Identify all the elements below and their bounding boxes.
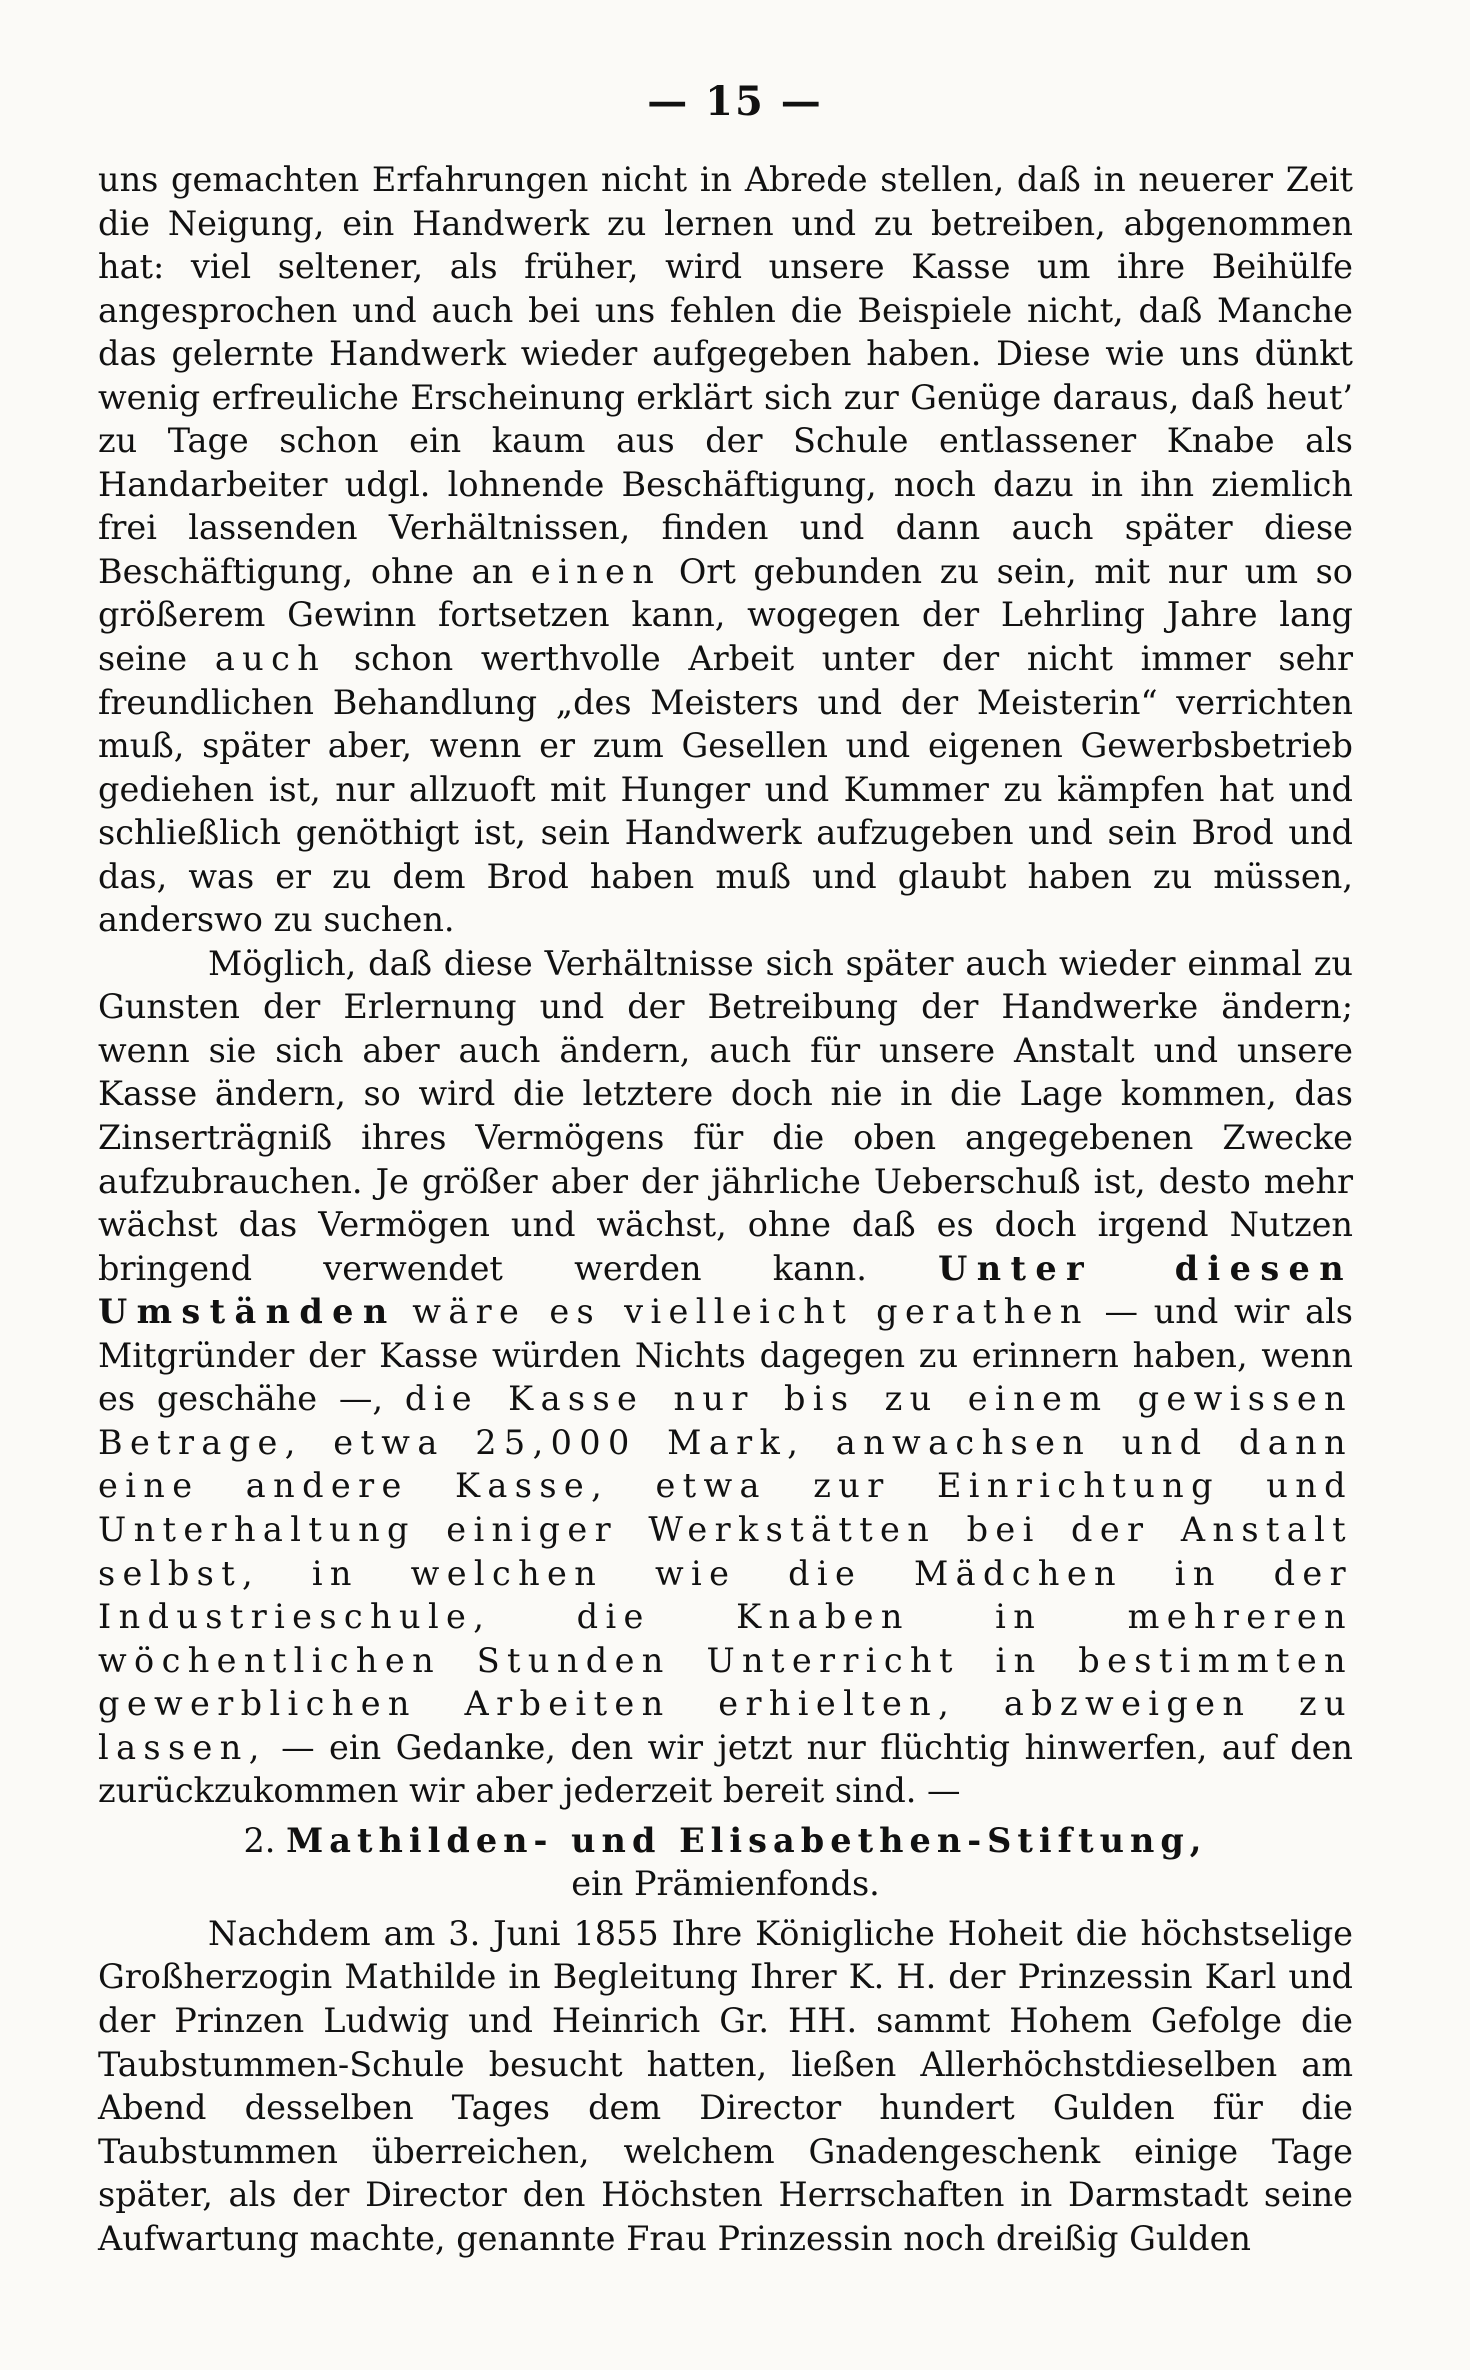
paragraph-nachdem: Nachdem am 3. Juni 1855 Ihre Königliche Hoheit die höchstselige Großherzogin Mathilde in Begleitung Ihrer K. H. der Prinzessin Karl und der Prinzen Ludwig und Heinrich Gr. HH. sammt Hohem Gefolge die Taubstummen-Schule besucht hatten, ließen Allerhöchstdieselben am Abend desselben Tages dem Director hundert Gulden für die Taubstummen überreichen, welchem Gnadengeschenk einige Tage später, als der Director den Höchsten Herrschaften in Darmstadt seine Aufwartung machte, genannte Frau Prinzessin noch dreißig Gulden xyxy=(98,1913,1353,2258)
paragraph-text: — und wir als Mitgründer der Kasse würden Nichts dagegen zu erinnern haben, wenn es geschähe —, xyxy=(98,1292,1353,1419)
spaced-emphasis: wäre es vielleicht gerathen xyxy=(412,1292,1089,1332)
paragraph-text: uns gemachten Erfahrungen nicht in Abrede stellen, daß in neuerer Zeit die Neigung, ein Handwerk zu lernen und zu betreiben, abgenommen hat: viel seltener, als früher, wird unsere Kasse um ihre Beihülfe angesprochen und auch bei uns fehlen die Beispiele nicht, daß Manche das gelernte Handwerk wieder aufgegeben haben. Diese wie uns dünkt wenig erfreuliche Erscheinung erklärt sich zur Genüge daraus, daß heut’ zu Tage schon ein kaum aus der Schule entlassener Knabe als Handarbeiter udgl. lohnende Beschäftigung, noch dazu in ihn ziemlich frei lassenden Verhältnissen, finden und dann auch später diese Beschäftigung, ohne an xyxy=(98,160,1353,591)
section-number: 2. xyxy=(243,1820,276,1860)
spaced-emphasis: einen xyxy=(530,551,662,591)
section-subtitle: ein Prämienfonds. xyxy=(571,1864,880,1904)
paragraph-text xyxy=(397,1292,413,1331)
spaced-emphasis: die Kasse nur bis zu einem gewissen Betrage, etwa 25,000 Mark, anwachsen und dann eine andere Kasse, etwa zur Einrichtung und Unterhaltung einiger Werkstätten bei der Anstalt selbst, in welchen wie die Mädchen in der Industrieschule, die Knaben in mehreren wöchentlichen Stunden Unterricht in bestimmten gewerblichen Arbeiten erhielten, abzweigen zu lassen, xyxy=(98,1379,1353,1767)
page-body xyxy=(98,158,1353,2260)
spaced-emphasis: Unter diesen Umständen xyxy=(98,1248,1353,1332)
page-number: — 15 — xyxy=(647,78,823,125)
section-title: Mathilden- und Elisabethen-Stiftung, xyxy=(286,1820,1208,1860)
paragraph-continued xyxy=(98,158,1353,942)
paragraph-text: — ein Gedanke, den wir jetzt nur flüchtig hinwerfen, auf den zurückzukommen wir aber jederzeit bereit sind. — xyxy=(98,1727,1353,1811)
paragraph-moeglich xyxy=(98,942,1353,1813)
paragraph-text: Möglich, daß diese Verhältnisse sich später auch wieder einmal zu Gunsten der Erlernung und der Betreibung der Handwerke ändern; wenn sie sich aber auch ändern, auch für unsere Anstalt und unsere Kasse ändern, so wird die letztere doch nie in die Lage kommen, das Zinserträgniß ihres Vermögens für die oben angegebenen Zwecke aufzubrauchen. Je größer aber der jährliche Ueberschuß ist, desto mehr wächst das Vermögen und wächst, ohne daß es doch irgend Nutzen bringend verwendet werden kann. xyxy=(98,943,1353,1288)
paragraph-text: schon werthvolle Arbeit unter der nicht immer sehr freundlichen Behandlung „des Meisters und der Meisterin“ verrichten muß, später aber, wenn er zum Gesellen und eigenen Gewerbsbetrieb gediehen ist, nur allzuoft mit Hunger und Kummer zu kämpfen hat und schließlich genöthigt ist, sein Handwerk aufzugeben und sein Brod und das, was er zu dem Brod haben muß und glaubt haben zu müssen, anderswo zu suchen. xyxy=(98,639,1354,940)
paragraph-text: Ort gebunden zu sein, mit nur um so größerem Gewinn fortsetzen kann, wogegen der Lehrling Jahre lang seine xyxy=(98,551,1353,679)
section-heading xyxy=(98,1819,1353,1863)
spaced-emphasis: auch xyxy=(214,639,327,679)
